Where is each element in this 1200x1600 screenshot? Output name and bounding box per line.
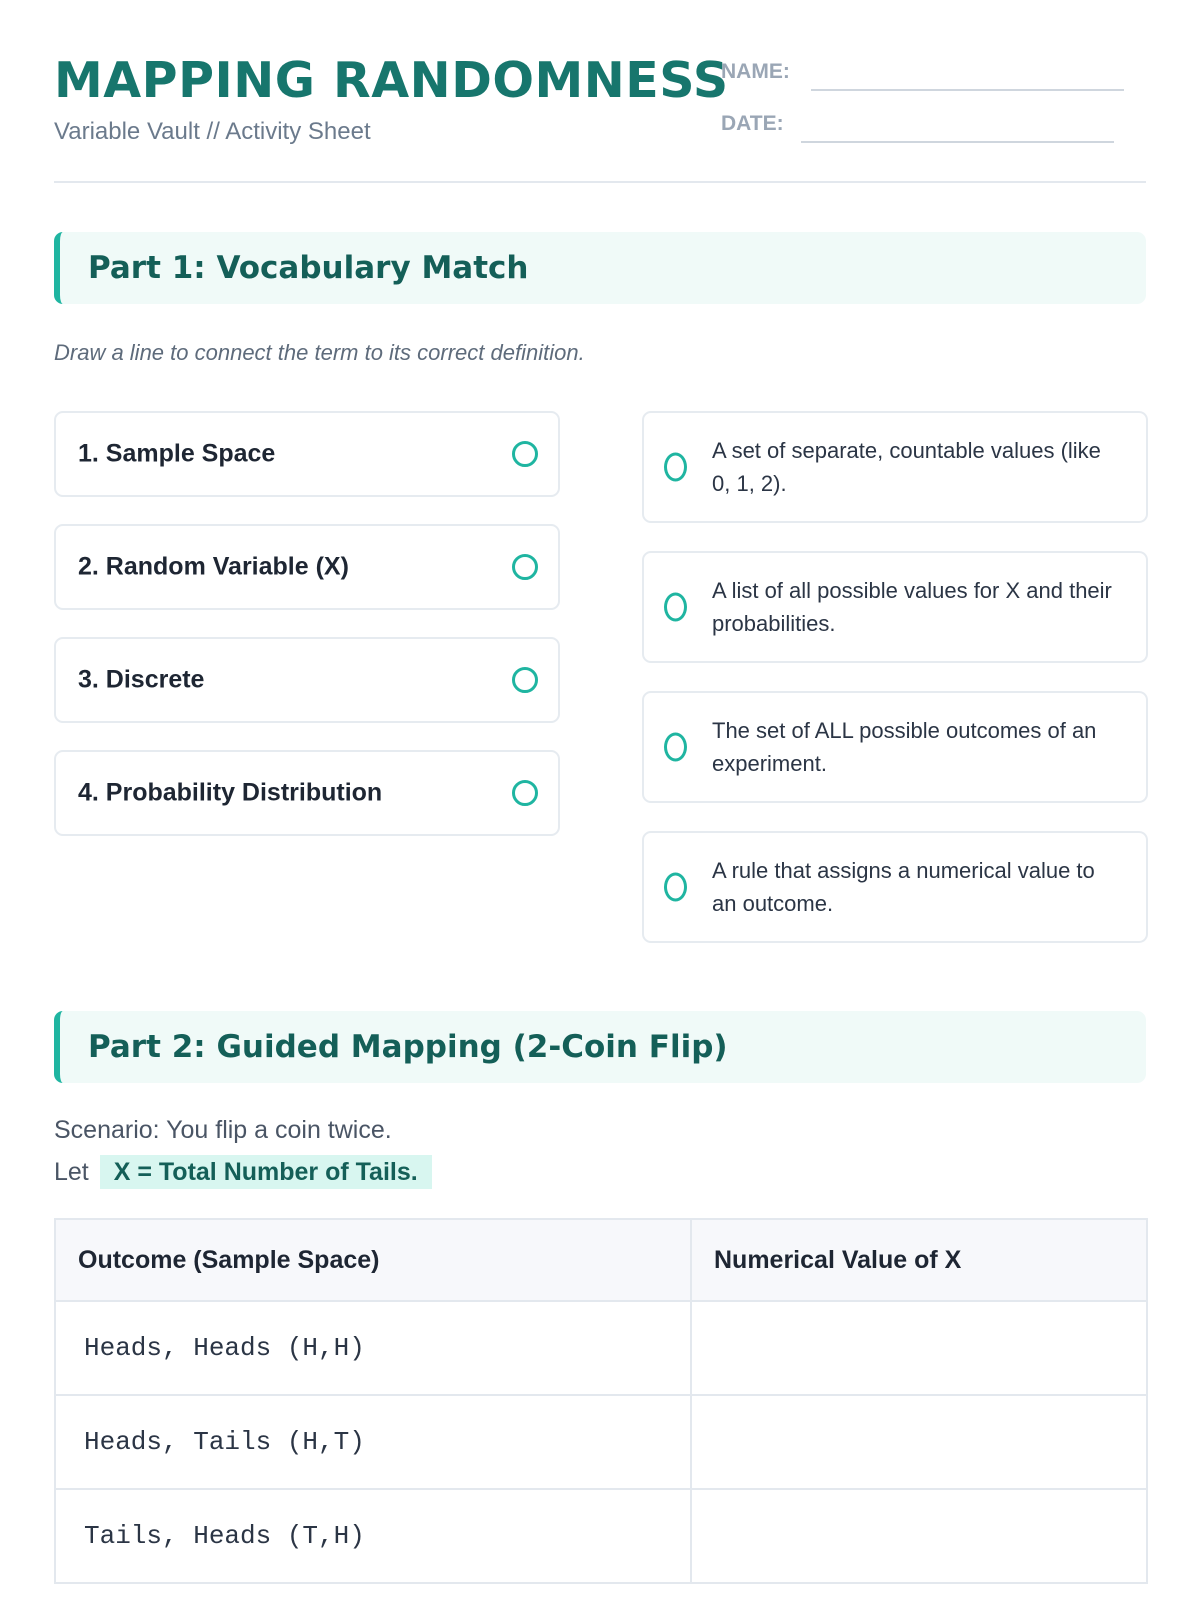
column-header-outcome: Outcome (Sample Space) — [55, 1219, 691, 1301]
connector-circle-icon[interactable] — [512, 780, 538, 806]
term-card[interactable] — [54, 637, 560, 723]
part1-instructions: Draw a line to connect the term to its correct definition. — [54, 340, 585, 365]
term-card[interactable] — [54, 750, 560, 836]
outcome-cell: Heads, Tails (H,T) — [55, 1395, 691, 1489]
connector-circle-icon[interactable] — [512, 441, 538, 467]
term-card[interactable] — [54, 524, 560, 610]
date-field[interactable] — [801, 141, 1114, 143]
let-prefix: Let — [54, 1158, 89, 1186]
table-row — [55, 1395, 1147, 1489]
definition-card[interactable] — [642, 411, 1148, 523]
term-label: 4. Probability Distribution — [78, 778, 383, 807]
definition-card[interactable] — [642, 831, 1148, 943]
connector-circle-icon[interactable] — [664, 593, 687, 622]
outcome-cell: Tails, Heads (T,H) — [55, 1489, 691, 1583]
definition-card[interactable] — [642, 551, 1148, 663]
column-header-value: Numerical Value of X — [691, 1219, 1147, 1301]
part2-banner — [54, 1011, 1146, 1083]
definition-card[interactable] — [642, 691, 1148, 803]
table-row — [55, 1489, 1147, 1583]
term-label: 1. Sample Space — [78, 439, 276, 468]
definition-text: A set of separate, countable values (like 0, 1, 2). — [712, 438, 1101, 496]
variable-highlight: X = Total Number of Tails. — [100, 1155, 432, 1189]
definition-text: A list of all possible values for X and their probabilities. — [712, 578, 1112, 636]
header-divider — [54, 181, 1146, 183]
value-answer-cell[interactable] — [691, 1489, 1147, 1583]
part2-heading: Part 2: Guided Mapping (2-Coin Flip) — [88, 1029, 728, 1065]
page-subtitle: Variable Vault // Activity Sheet — [54, 118, 371, 145]
term-label: 2. Random Variable (X) — [78, 552, 349, 581]
term-card[interactable] — [54, 411, 560, 497]
date-label: DATE: — [721, 112, 784, 135]
variable-definition — [54, 1155, 432, 1189]
scenario-text: Scenario: You flip a coin twice. — [54, 1116, 392, 1144]
connector-circle-icon[interactable] — [664, 733, 687, 762]
value-answer-cell[interactable] — [691, 1395, 1147, 1489]
mapping-table — [54, 1218, 1148, 1584]
part1-heading: Part 1: Vocabulary Match — [88, 250, 529, 286]
name-label: NAME: — [721, 60, 790, 83]
term-label: 3. Discrete — [78, 665, 205, 694]
connector-circle-icon[interactable] — [512, 554, 538, 580]
definition-text: A rule that assigns a numerical value to an outcome. — [712, 858, 1095, 916]
connector-circle-icon[interactable] — [664, 453, 687, 482]
connector-circle-icon[interactable] — [664, 873, 687, 902]
outcome-cell: Heads, Heads (H,H) — [55, 1301, 691, 1395]
value-answer-cell[interactable] — [691, 1301, 1147, 1395]
part1-banner — [54, 232, 1146, 304]
page-title: MAPPING RANDOMNESS — [54, 52, 729, 109]
table-row — [55, 1301, 1147, 1395]
table-header-row — [55, 1219, 1147, 1301]
name-field[interactable] — [811, 89, 1124, 91]
connector-circle-icon[interactable] — [512, 667, 538, 693]
definition-text: The set of ALL possible outcomes of an experiment. — [712, 718, 1097, 776]
